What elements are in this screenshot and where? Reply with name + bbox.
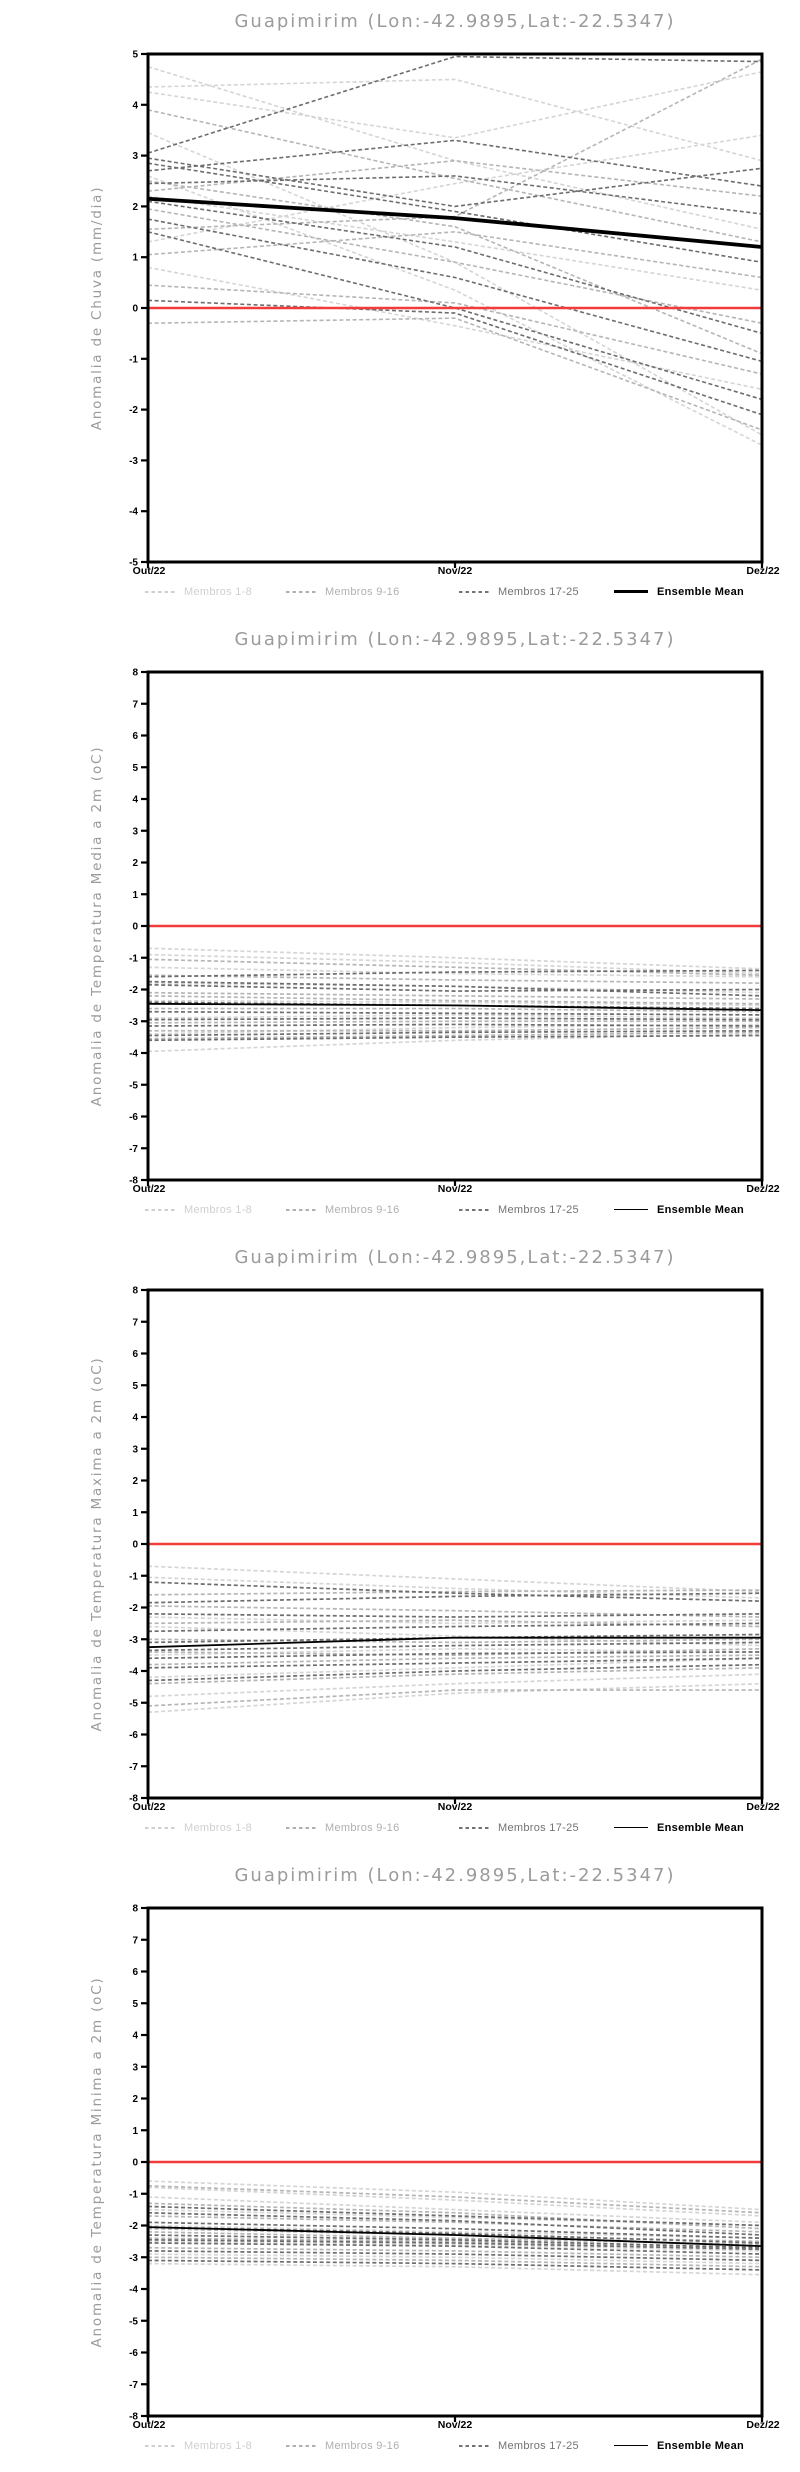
y-tick-label: 1	[132, 1507, 138, 1519]
y-tick-label: -6	[129, 1112, 138, 1123]
y-tick-label: -4	[129, 2284, 138, 2296]
y-tick-label: -4	[129, 1048, 138, 1060]
legend-label: Ensemble Mean	[657, 1821, 745, 1834]
y-tick-label: -6	[129, 1730, 138, 1741]
y-tick-label: 7	[132, 1935, 138, 1947]
chart-title: Guapimirim (Lon:-42.9895,Lat:-22.5347)	[234, 11, 676, 32]
chart-title: Guapimirim (Lon:-42.9895,Lat:-22.5347)	[234, 1247, 676, 1268]
legend-item-ensemble-mean	[614, 1202, 744, 1217]
y-tick-label: -8	[129, 2411, 138, 2423]
member-line	[148, 948, 762, 969]
y-tick-label: -2	[129, 1603, 138, 1614]
y-tick-label: -1	[129, 2189, 138, 2201]
solid-line-swatch	[614, 2445, 648, 2447]
y-tick-label: 7	[132, 699, 138, 711]
y-tick-label: -2	[129, 985, 138, 996]
x-tick-label: Dez/22	[746, 2419, 780, 2431]
legend-item-members-17-25	[459, 1820, 579, 1835]
dashed-line-swatch	[286, 1209, 316, 1211]
legend-item-members-9-16	[286, 584, 400, 599]
y-tick-label: 1	[132, 2125, 138, 2137]
legend-item-members-1-8	[145, 1820, 252, 1835]
chart-min-temperature-anomaly	[0, 1854, 800, 2472]
y-tick-label: 1	[132, 252, 138, 264]
dashed-line-swatch	[145, 1209, 175, 1211]
member-line	[148, 140, 762, 186]
y-tick-label: 2	[132, 201, 138, 213]
y-tick-label: -1	[129, 354, 138, 366]
y-tick-label: -8	[129, 1175, 138, 1187]
x-tick-label: Nov/22	[437, 1801, 473, 1813]
legend-item-ensemble-mean	[614, 1820, 744, 1835]
y-tick-label: 0	[132, 303, 138, 315]
member-line	[148, 285, 762, 374]
chart-precipitation-anomaly	[0, 0, 800, 618]
x-tick-label: Nov/22	[437, 565, 473, 577]
y-tick-label: -7	[129, 1761, 138, 1773]
legend-label: Membros 9-16	[325, 585, 400, 598]
legend-item-members-9-16	[286, 2438, 400, 2453]
y-tick-label: 3	[132, 826, 138, 838]
legend-item-members-1-8	[145, 2438, 252, 2453]
member-line	[148, 267, 762, 389]
y-tick-label: 6	[132, 1967, 138, 1978]
legend-item-members-17-25	[459, 584, 579, 599]
legend-label: Membros 9-16	[325, 1821, 400, 1834]
y-tick-label: -6	[129, 2348, 138, 2359]
y-tick-label: -3	[129, 2252, 138, 2264]
y-tick-label: -3	[129, 1634, 138, 1646]
x-tick-label: Nov/22	[437, 1183, 473, 1195]
solid-line-swatch	[614, 590, 648, 594]
y-tick-label: -3	[129, 455, 138, 467]
member-line	[148, 318, 762, 430]
member-line	[148, 1018, 762, 1020]
dashed-line-swatch	[459, 1827, 489, 1829]
legend-item-ensemble-mean	[614, 584, 744, 599]
y-tick-label: -7	[129, 1143, 138, 1155]
dashed-line-swatch	[286, 591, 316, 593]
legend-label: Membros 1-8	[184, 2439, 253, 2452]
y-tick-label: 1	[132, 889, 138, 901]
chart-mean-temperature-anomaly	[0, 618, 800, 1236]
member-line	[148, 1690, 762, 1706]
y-tick-label: -4	[129, 1666, 138, 1678]
y-tick-label: 5	[132, 1998, 138, 2010]
legend-label: Ensemble Mean	[657, 585, 745, 598]
y-tick-label: 2	[132, 1476, 138, 1487]
y-tick-label: -2	[129, 405, 138, 417]
legend-label: Membros 17-25	[498, 1821, 579, 1834]
member-line	[148, 2181, 762, 2210]
y-axis-label: Anomalia de Temperatura Media a 2m (oC)	[89, 745, 105, 1107]
x-tick-label: Dez/22	[746, 565, 780, 577]
member-line	[148, 1614, 762, 1617]
y-tick-label: -7	[129, 2379, 138, 2391]
y-axis-label: Anomalia de Chuva (mm/dia)	[89, 185, 105, 431]
y-tick-label: 8	[132, 1285, 138, 1297]
y-tick-label: -5	[129, 2316, 138, 2328]
legend-label: Membros 17-25	[498, 585, 579, 598]
y-tick-label: 0	[132, 1539, 138, 1551]
y-tick-label: -8	[129, 1793, 138, 1805]
y-tick-label: 0	[132, 921, 138, 933]
y-tick-label: 4	[132, 100, 138, 112]
member-line	[148, 982, 762, 996]
dashed-line-swatch	[145, 591, 175, 593]
y-tick-label: 4	[132, 1412, 138, 1424]
plot-area	[0, 0, 800, 618]
y-tick-label: 5	[132, 49, 138, 61]
y-tick-label: -1	[129, 1571, 138, 1583]
dashed-line-swatch	[459, 591, 489, 593]
y-tick-label: -2	[129, 2221, 138, 2232]
solid-line-swatch	[614, 1209, 648, 1211]
y-tick-label: -1	[129, 953, 138, 965]
x-tick-label: Dez/22	[746, 1801, 780, 1813]
x-tick-label: Out/22	[132, 1183, 166, 1195]
y-tick-label: 5	[132, 1380, 138, 1392]
y-axis-label: Anomalia de Temperatura Maxima a 2m (oC)	[89, 1356, 105, 1732]
y-tick-label: 4	[132, 794, 138, 806]
y-tick-label: 6	[132, 731, 138, 742]
x-tick-label: Nov/22	[437, 2419, 473, 2431]
y-tick-label: 3	[132, 2062, 138, 2074]
y-tick-label: -5	[129, 1698, 138, 1710]
dashed-line-swatch	[145, 1827, 175, 1829]
dashed-line-swatch	[286, 1827, 316, 1829]
y-tick-label: 5	[132, 762, 138, 774]
x-tick-label: Out/22	[132, 565, 166, 577]
legend-label: Membros 17-25	[498, 1203, 579, 1216]
member-line	[148, 196, 762, 290]
legend-item-members-1-8	[145, 1202, 252, 1217]
dashed-line-swatch	[459, 1209, 489, 1211]
legend-item-ensemble-mean	[614, 2438, 744, 2453]
legend-label: Ensemble Mean	[657, 2439, 745, 2452]
y-tick-label: 0	[132, 2157, 138, 2169]
legend-label: Membros 17-25	[498, 2439, 579, 2452]
y-axis-label: Anomalia de Temperatura Minima a 2m (oC)	[89, 1976, 105, 2348]
chart-max-temperature-anomaly	[0, 1236, 800, 1854]
legend-item-members-17-25	[459, 2438, 579, 2453]
member-line	[148, 2226, 762, 2239]
y-tick-label: 2	[132, 2094, 138, 2105]
y-tick-label: 2	[132, 858, 138, 869]
plot-area	[0, 618, 800, 1236]
member-line	[148, 72, 762, 138]
legend-item-members-9-16	[286, 1202, 400, 1217]
y-tick-label: 3	[132, 151, 138, 163]
legend-label: Membros 9-16	[325, 1203, 400, 1216]
y-tick-label: 6	[132, 1349, 138, 1360]
y-tick-label: -5	[129, 557, 138, 569]
solid-line-swatch	[614, 1827, 648, 1829]
y-tick-label: 8	[132, 667, 138, 679]
member-line	[148, 219, 762, 361]
dashed-line-swatch	[459, 2445, 489, 2447]
y-tick-label: -4	[129, 506, 138, 518]
y-tick-label: -3	[129, 1016, 138, 1028]
y-tick-label: 3	[132, 1444, 138, 1456]
chart-title: Guapimirim (Lon:-42.9895,Lat:-22.5347)	[234, 629, 676, 650]
chart-title: Guapimirim (Lon:-42.9895,Lat:-22.5347)	[234, 1865, 676, 1886]
x-tick-label: Out/22	[132, 1801, 166, 1813]
plot-area	[0, 1854, 800, 2472]
x-tick-label: Dez/22	[746, 1183, 780, 1195]
member-line	[148, 1021, 762, 1023]
y-tick-label: -5	[129, 1080, 138, 1092]
member-line	[148, 1684, 762, 1713]
legend-label: Membros 1-8	[184, 1203, 253, 1216]
y-tick-label: 4	[132, 2030, 138, 2042]
legend-item-members-1-8	[145, 584, 252, 599]
plot-area	[0, 1236, 800, 1854]
legend-label: Membros 1-8	[184, 1821, 253, 1834]
member-line	[148, 1623, 762, 1631]
y-tick-label: 8	[132, 1903, 138, 1915]
legend-item-members-17-25	[459, 1202, 579, 1217]
legend-label: Membros 9-16	[325, 2439, 400, 2452]
legend-label: Membros 1-8	[184, 585, 253, 598]
legend-label: Ensemble Mean	[657, 1203, 745, 1216]
x-tick-label: Out/22	[132, 2419, 166, 2431]
y-tick-label: 7	[132, 1317, 138, 1329]
dashed-line-swatch	[145, 2445, 175, 2447]
legend-item-members-9-16	[286, 1820, 400, 1835]
dashed-line-swatch	[286, 2445, 316, 2447]
